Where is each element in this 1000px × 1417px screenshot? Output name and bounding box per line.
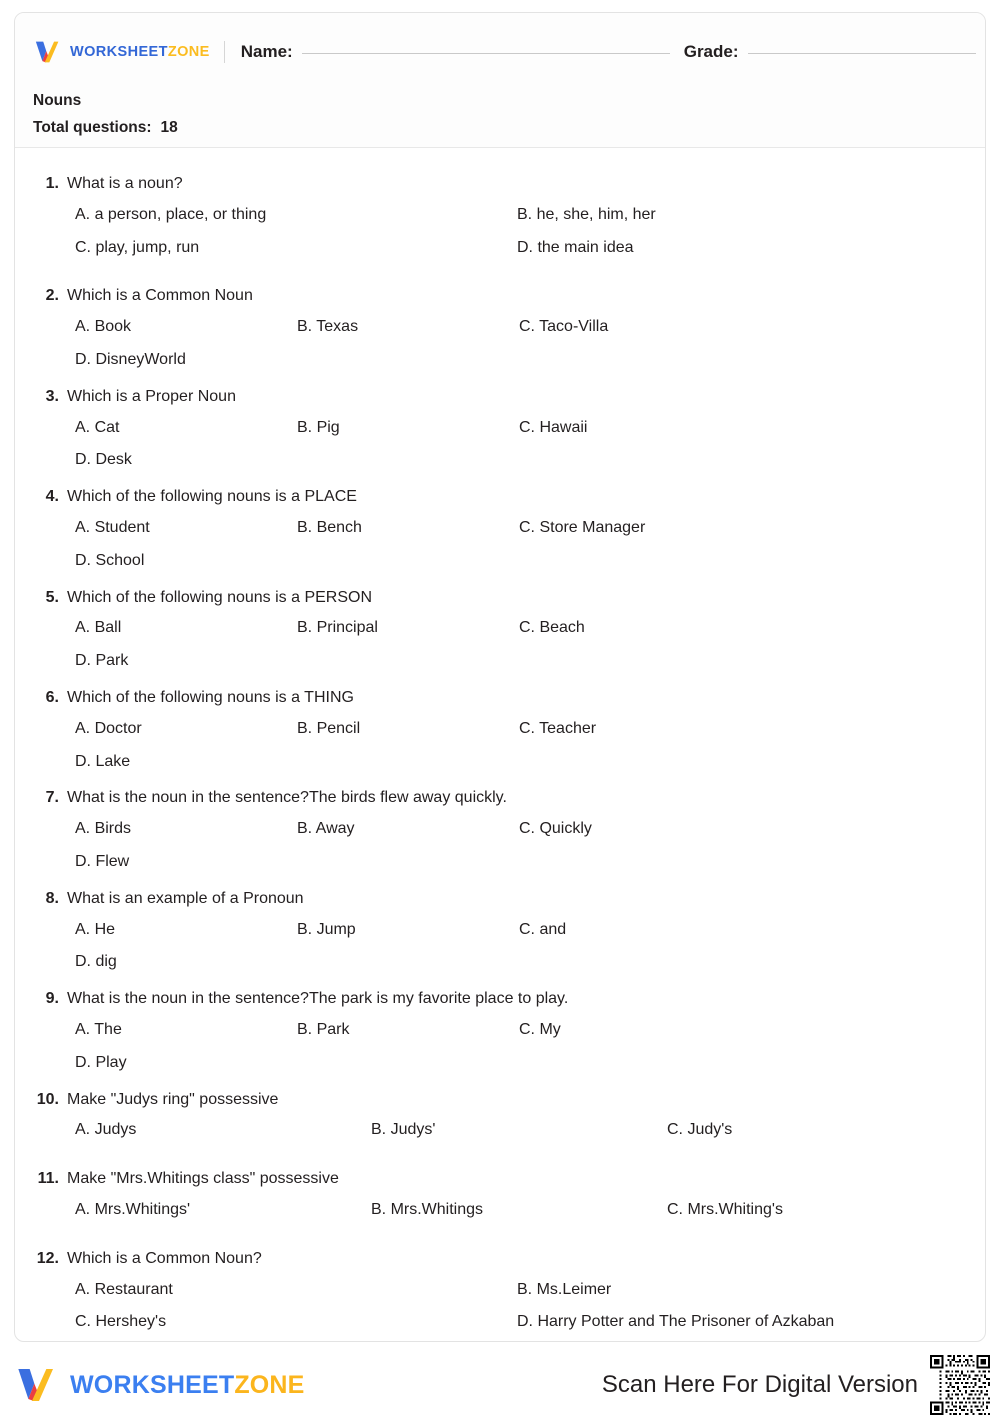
answer-option[interactable]: B. Jump (297, 920, 356, 938)
worksheet-title: Nouns (33, 92, 82, 109)
worksheet-zone-w-icon (33, 39, 63, 65)
worksheet-header (15, 13, 985, 148)
total-questions-count: 18 (160, 119, 178, 137)
question-text: Make "Mrs.Whitings class" possessive (67, 1170, 339, 1188)
question-header (33, 588, 967, 609)
question-header (33, 1249, 967, 1270)
question-text: Which is a Proper Noun (67, 387, 236, 405)
answer-option[interactable]: B. Bench (297, 518, 362, 536)
question-number: 7. (45, 789, 59, 807)
question-options (33, 819, 967, 873)
answer-option[interactable]: C. play, jump, run (75, 238, 200, 256)
answer-option[interactable]: A. The (75, 1020, 122, 1038)
answer-option[interactable]: D. Harry Potter and The Prisoner of Azkaban (517, 1313, 835, 1331)
answer-option[interactable]: A. He (75, 920, 116, 938)
question-header (33, 1090, 967, 1111)
answer-option[interactable]: D. Lake (75, 752, 131, 770)
question-text: Which of the following nouns is a THING (67, 688, 354, 706)
answer-option[interactable]: C. Hawaii (519, 418, 588, 436)
name-label: Name: (240, 42, 293, 61)
question-item (33, 1090, 967, 1154)
question-item (33, 788, 967, 872)
footer-brand-word-zone: ZONE (234, 1370, 305, 1399)
question-text: Which of the following nouns is a PERSON (67, 588, 373, 606)
question-number: 2. (45, 287, 59, 305)
question-item (33, 1249, 967, 1342)
answer-option[interactable]: D. Flew (75, 852, 130, 870)
answer-option[interactable]: C. Taco-Villa (519, 318, 609, 336)
answer-option[interactable]: B. Mrs.Whitings (371, 1200, 484, 1218)
question-header (33, 174, 967, 195)
answer-option[interactable]: A. Mrs.Whitings' (75, 1200, 191, 1218)
question-header (33, 788, 967, 809)
brand-word-worksheet: WORKSHEET (70, 43, 168, 60)
answer-option[interactable]: A. a person, place, or thing (75, 205, 267, 223)
questions-list (15, 148, 985, 1342)
question-number: 12. (36, 1249, 59, 1267)
question-header (33, 1169, 967, 1190)
question-number: 10. (36, 1090, 59, 1108)
question-header (33, 889, 967, 910)
answer-option[interactable]: A. Judys (75, 1121, 137, 1139)
question-number: 11. (37, 1170, 59, 1188)
grade-writing-line[interactable] (748, 53, 976, 54)
question-text: Make "Judys ring" possessive (67, 1090, 279, 1108)
name-writing-line[interactable] (302, 53, 670, 54)
question-item (33, 989, 967, 1073)
question-item (33, 889, 967, 973)
question-text: What is an example of a Pronoun (67, 889, 304, 907)
answer-option[interactable]: D. School (75, 551, 145, 569)
answer-option[interactable]: B. Pencil (297, 719, 361, 737)
worksheet-zone-w-icon (14, 1365, 60, 1405)
question-item (33, 1169, 967, 1233)
answer-option[interactable]: A. Student (75, 518, 150, 536)
footer-scan-area (602, 1353, 992, 1417)
answer-option[interactable]: D. Play (75, 1053, 127, 1071)
grade-label: Grade: (683, 42, 739, 61)
header-divider (224, 41, 225, 63)
question-text: Which is a Common Noun? (67, 1249, 262, 1267)
question-text: What is the noun in the sentence?The park is my favorite place to play. (67, 990, 569, 1008)
footer-logo (14, 1365, 305, 1405)
question-header (33, 286, 967, 307)
question-header (33, 688, 967, 709)
question-options (33, 518, 967, 572)
answer-option[interactable]: B. Park (297, 1020, 350, 1038)
worksheet-card (14, 12, 986, 1342)
question-options (33, 1020, 967, 1074)
answer-option[interactable]: A. Cat (75, 418, 120, 436)
header-top-row (15, 13, 985, 73)
question-item (33, 387, 967, 471)
question-item (33, 174, 967, 270)
name-field[interactable] (241, 42, 670, 62)
header-logo (33, 39, 210, 65)
header-meta (15, 73, 985, 140)
question-options (33, 1280, 967, 1343)
footer-brand-word-worksheet: WORKSHEET (70, 1370, 235, 1399)
question-text: Which is a Common Noun (67, 287, 253, 305)
question-number: 8. (45, 889, 59, 907)
question-options (33, 418, 967, 472)
answer-option[interactable]: A. Book (75, 318, 132, 336)
answer-option[interactable]: C. Store Manager (519, 518, 646, 536)
question-number: 3. (45, 387, 59, 405)
answer-option[interactable]: C. Mrs.Whiting's (667, 1200, 783, 1218)
question-options (33, 618, 967, 672)
question-text: What is a noun? (67, 175, 183, 192)
scan-instruction-text: Scan Here For Digital Version (601, 1371, 918, 1398)
question-options (33, 205, 967, 271)
qr-code-icon[interactable] (928, 1353, 992, 1417)
question-header (33, 989, 967, 1010)
question-item (33, 588, 967, 672)
question-options (33, 1200, 967, 1233)
answer-option[interactable]: B. Judys' (371, 1121, 436, 1139)
question-item (33, 688, 967, 772)
footer-brand-text (70, 1370, 305, 1399)
question-header (33, 387, 967, 408)
grade-field[interactable] (684, 42, 976, 62)
answer-option[interactable]: D. dig (75, 953, 117, 971)
answer-option[interactable]: C. My (519, 1020, 561, 1038)
answer-option[interactable]: B. Pig (297, 418, 340, 436)
answer-option[interactable]: A. Birds (75, 820, 132, 838)
answer-option[interactable]: D. the main idea (517, 238, 634, 256)
answer-option[interactable]: B. Principal (297, 619, 378, 637)
answer-option[interactable]: C. Teacher (519, 719, 597, 737)
answer-option[interactable]: D. Desk (75, 451, 132, 469)
question-number: 1. (45, 175, 59, 192)
answer-option[interactable]: C. Beach (519, 619, 585, 637)
question-header (33, 487, 967, 508)
answer-option[interactable]: B. Ms.Leimer (517, 1280, 612, 1298)
answer-option[interactable]: C. Hershey's (75, 1313, 167, 1331)
answer-option[interactable]: A. Ball (75, 619, 122, 637)
answer-option[interactable]: A. Doctor (75, 719, 142, 737)
total-questions-label: Total questions: (33, 119, 152, 137)
question-text: What is the noun in the sentence?The birds flew away quickly. (67, 789, 507, 807)
answer-option[interactable]: B. he, she, him, her (517, 205, 656, 223)
answer-option[interactable]: B. Texas (297, 318, 359, 336)
page-footer (0, 1356, 1000, 1414)
answer-option[interactable]: D. Park (75, 652, 129, 670)
question-number: 6. (45, 688, 59, 706)
question-item (33, 487, 967, 571)
question-number: 9. (45, 990, 59, 1008)
header-brand-text (70, 45, 210, 60)
question-text: Which of the following nouns is a PLACE (67, 488, 357, 506)
answer-option[interactable]: C. and (519, 920, 567, 938)
question-number: 4. (45, 488, 59, 506)
total-questions (33, 116, 985, 139)
question-options (33, 719, 967, 773)
answer-option[interactable]: D. DisneyWorld (75, 350, 186, 368)
question-item (33, 286, 967, 370)
answer-option[interactable]: A. Restaurant (75, 1280, 173, 1298)
answer-option[interactable]: C. Quickly (519, 820, 592, 838)
brand-word-zone: ZONE (167, 43, 210, 60)
answer-option[interactable]: B. Away (297, 820, 355, 838)
question-options (33, 1120, 967, 1153)
question-number: 5. (45, 588, 59, 606)
question-options (33, 920, 967, 974)
question-options (33, 317, 967, 371)
answer-option[interactable]: C. Judy's (667, 1121, 733, 1139)
